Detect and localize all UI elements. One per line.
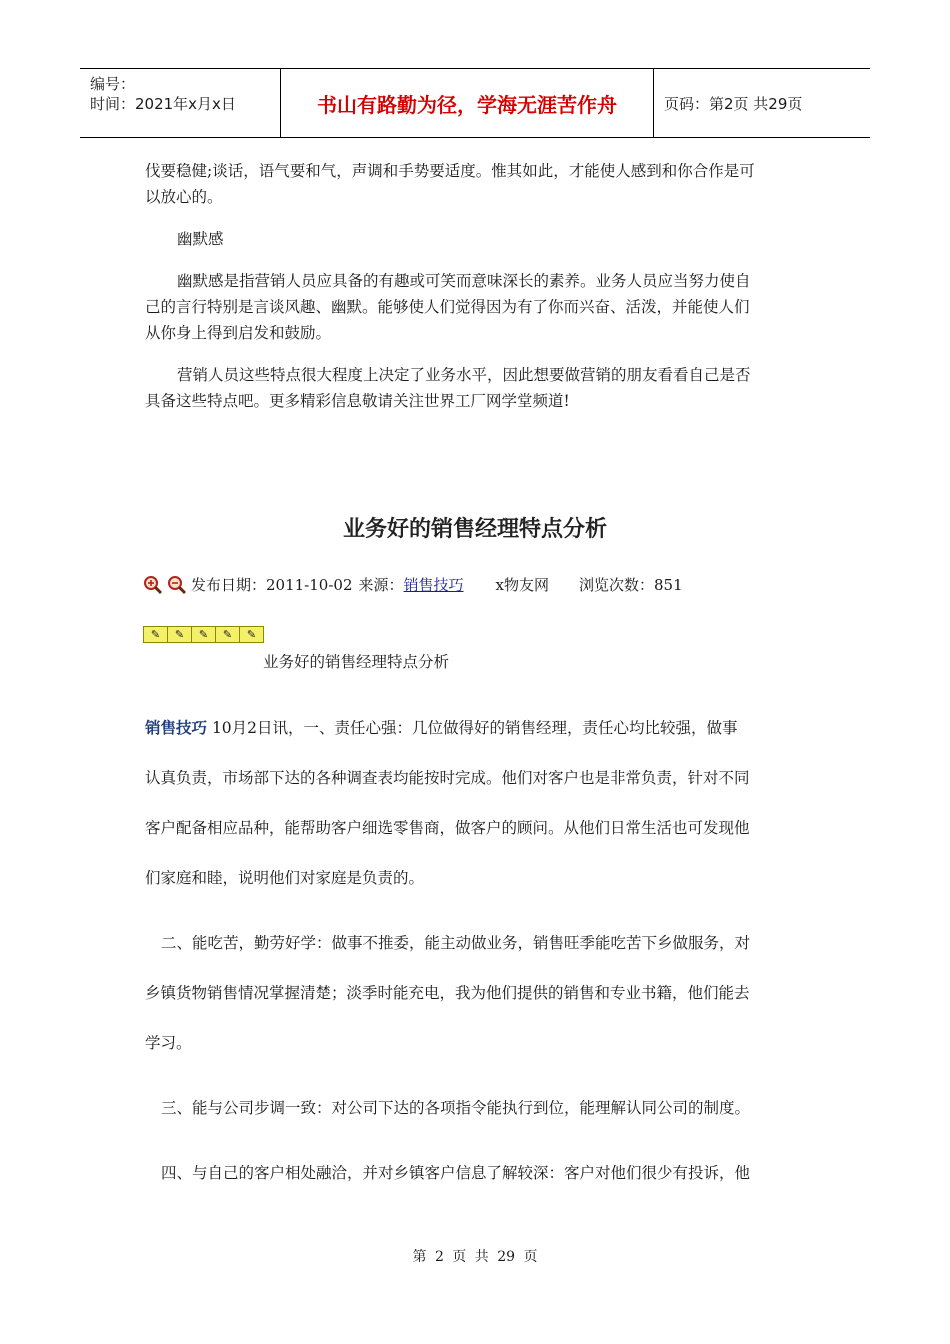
header-divider	[653, 69, 654, 137]
publish-date: 发布日期：2011-10-02	[191, 576, 353, 594]
paragraph-line: 己的言行特别是言谈风趣、幽默。能够使人们觉得因为有了你而兴奋、活泼，并能使人们	[145, 298, 750, 316]
paragraph-line: 学习。	[145, 1034, 192, 1052]
paragraph	[145, 268, 805, 346]
paragraph-line: 三、能与公司步调一致：对公司下达的各项指令能执行到位，能理解认同公司的制度。	[161, 1099, 751, 1117]
page-header	[80, 68, 870, 138]
rating-icon[interactable]: ✎	[168, 627, 192, 642]
header-motto: 书山有路勤为径，学海无涯苦作舟	[317, 92, 617, 117]
paragraph-line: 乡镇货物销售情况掌握清楚；淡季时能充电，我为他们提供的销售和专业书籍，他们能去	[145, 984, 750, 1002]
article-subtitle: 业务好的销售经理特点分析	[263, 653, 450, 671]
view-count: 浏览次数：851	[579, 576, 683, 594]
paragraph-line: 具备这些特点吧。更多精彩信息敬请关注世界工厂网学堂频道!	[145, 392, 570, 410]
doc-number-label: 编号：	[90, 75, 136, 93]
doc-time-label: 时间：2021年x月x日	[90, 95, 236, 113]
header-info-cell	[80, 69, 280, 137]
paragraph-line: 营销人员这些特点很大程度上决定了业务水平，因此想要做营销的朋友看看自己是否	[177, 366, 751, 384]
brand-label: 销售技巧	[145, 719, 208, 737]
rating-icon[interactable]: ✎	[216, 627, 240, 642]
paragraph	[145, 362, 805, 414]
paragraph	[145, 158, 805, 210]
rating-bar	[143, 626, 264, 643]
paragraph-line: 四、与自己的客户相处融洽，并对乡镇客户信息了解较深：客户对他们很少有投诉，他	[161, 1164, 751, 1182]
header-page-label: 页码：第2页 共29页	[664, 95, 803, 113]
paragraph-line: 以放心的。	[145, 188, 223, 206]
paragraph-line: 认真负责，市场部下达的各种调查表均能按时完成。他们对客户也是非常负责，针对不同	[145, 769, 750, 787]
paragraph-text: 10月2日讯，一、责任心强：几位做得好的销售经理，责任心均比较强，做事	[207, 719, 738, 737]
rating-icon[interactable]: ✎	[192, 627, 216, 642]
paragraph-line: 伐要稳健;谈话，语气要和气，声调和手势要适度。惟其如此，才能使人感到和你合作是可	[145, 162, 755, 180]
paragraph-line: 二、能吃苦，勤劳好学：做事不推委，能主动做业务，销售旺季能吃苦下乡做服务，对	[161, 934, 751, 952]
zoom-in-icon[interactable]	[143, 575, 163, 595]
zoom-out-icon[interactable]	[167, 575, 187, 595]
rating-icon[interactable]: ✎	[144, 627, 168, 642]
source-label: 来源：	[358, 576, 404, 594]
page-footer: 第 2 页 共 29 页	[412, 1249, 538, 1265]
paragraph-line	[145, 716, 738, 738]
paragraph-line: 从你身上得到启发和鼓励。	[145, 324, 332, 342]
article-meta	[143, 574, 683, 595]
source-link[interactable]: 销售技巧	[403, 576, 464, 594]
rating-icon[interactable]: ✎	[240, 627, 263, 642]
source-site: x物友网	[495, 576, 549, 594]
paragraph-line: 们家庭和睦，说明他们对家庭是负责的。	[145, 869, 425, 887]
section-heading: 幽默感	[177, 230, 224, 248]
paragraph-line: 幽默感是指营销人员应具备的有趣或可笑而意味深长的素养。业务人员应当努力使自	[177, 272, 751, 290]
article-title: 业务好的销售经理特点分析	[342, 517, 607, 542]
paragraph-line: 客户配备相应品种，能帮助客户细选零售商，做客户的顾问。从他们日常生活也可发现他	[145, 819, 750, 837]
